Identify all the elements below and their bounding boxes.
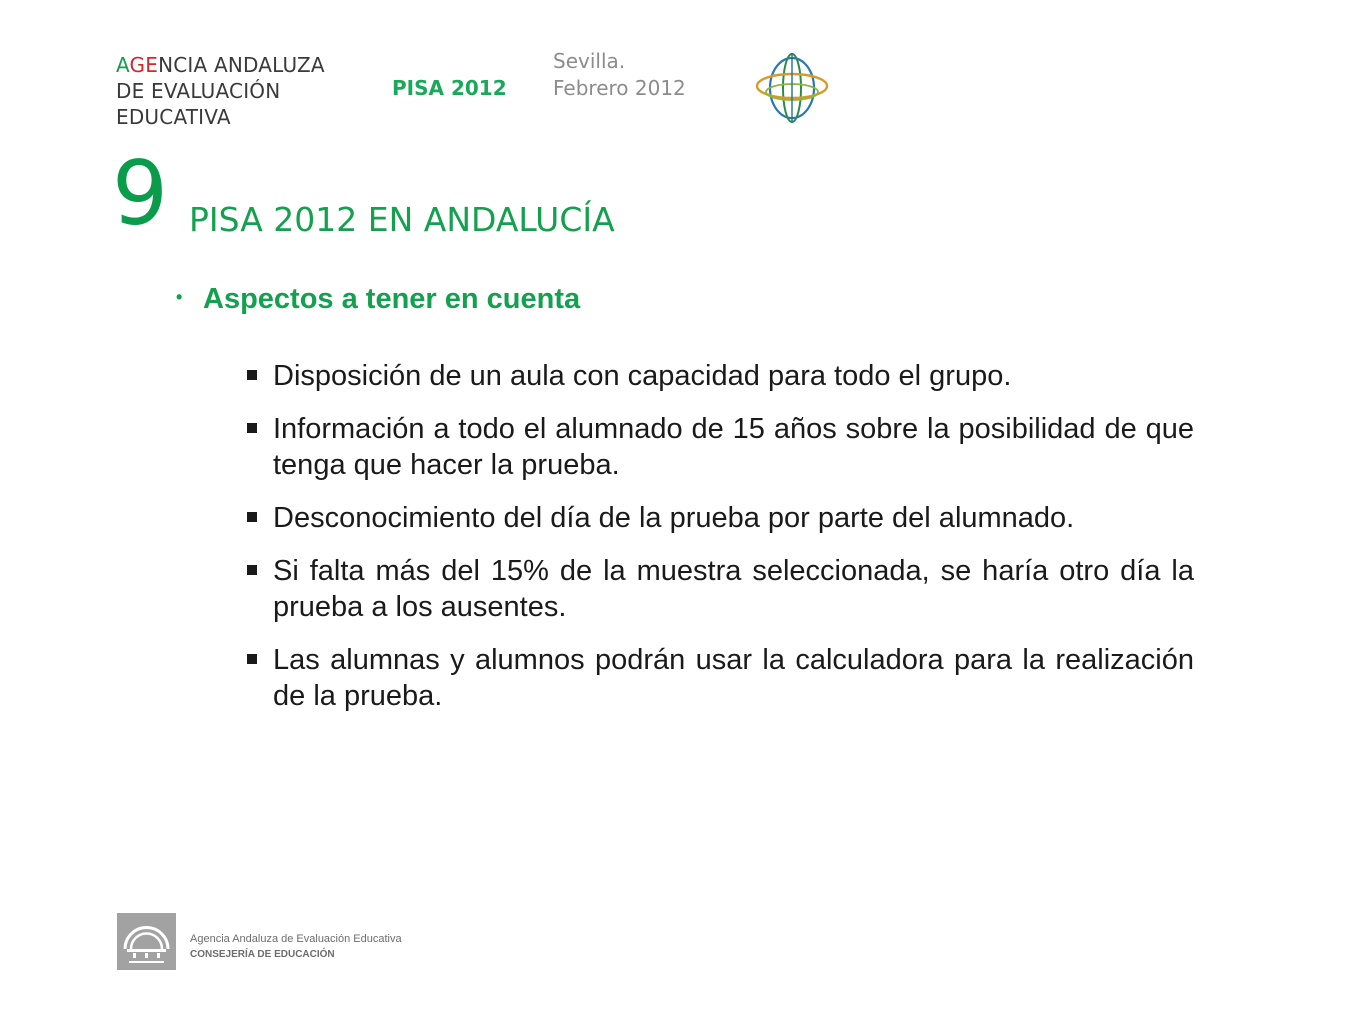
footer-agency: Agencia Andaluza de Evaluación Educativa xyxy=(190,933,402,945)
list-item xyxy=(244,411,1194,483)
place-date xyxy=(553,48,686,102)
list-item-text: Las alumnas y alumnos podrán usar la calculadora para la realización de la prueba. xyxy=(273,644,1194,712)
agency-letter-a: A xyxy=(116,53,130,77)
subheading-text: Aspectos a tener en cuenta xyxy=(203,283,581,315)
agency-name-line-1 xyxy=(116,52,325,78)
list-item-text: Si falta más del 15% de la muestra seleccionada, se haría otro día la prueba a los ausentes. xyxy=(273,555,1194,623)
list-item xyxy=(244,358,1194,394)
subheading xyxy=(176,279,580,317)
square-bullet-icon xyxy=(247,512,257,522)
globe-icon xyxy=(754,50,830,126)
list-item-text: Desconocimiento del día de la prueba por parte del alumnado. xyxy=(273,502,1075,534)
program-label: PISA 2012 xyxy=(392,76,507,100)
agency-name-line-2: DE EVALUACIÓN xyxy=(116,79,281,103)
subheading-bullet: • xyxy=(176,287,183,307)
list-item-text: Información a todo el alumnado de 15 años sobre la posibilidad de que tenga que hacer la prueba. xyxy=(273,413,1194,481)
agency-letters-ge: GE xyxy=(129,53,159,77)
list-item xyxy=(244,500,1194,536)
agency-letters-rest: NCIA ANDALUZA xyxy=(158,53,325,77)
agency-name xyxy=(116,52,325,130)
square-bullet-icon xyxy=(247,423,257,433)
list-item-text: Disposición de un aula con capacidad para todo el grupo. xyxy=(273,360,1012,392)
square-bullet-icon xyxy=(247,565,257,575)
aspects-list xyxy=(244,358,1194,731)
square-bullet-icon xyxy=(247,370,257,380)
footer-ministry: CONSEJERÍA DE EDUCACIÓN xyxy=(190,949,335,960)
city-label: Sevilla. xyxy=(553,49,626,73)
date-label: Febrero 2012 xyxy=(553,76,686,100)
section-title: PISA 2012 EN ANDALUCÍA xyxy=(189,200,615,239)
agency-name-line-3: EDUCATIVA xyxy=(116,105,231,129)
junta-de-andalucia-emblem-icon xyxy=(117,913,176,970)
square-bullet-icon xyxy=(247,654,257,664)
list-item xyxy=(244,642,1194,714)
section-number: 9 xyxy=(112,142,168,245)
footer-institution xyxy=(190,932,402,962)
list-item xyxy=(244,553,1194,625)
